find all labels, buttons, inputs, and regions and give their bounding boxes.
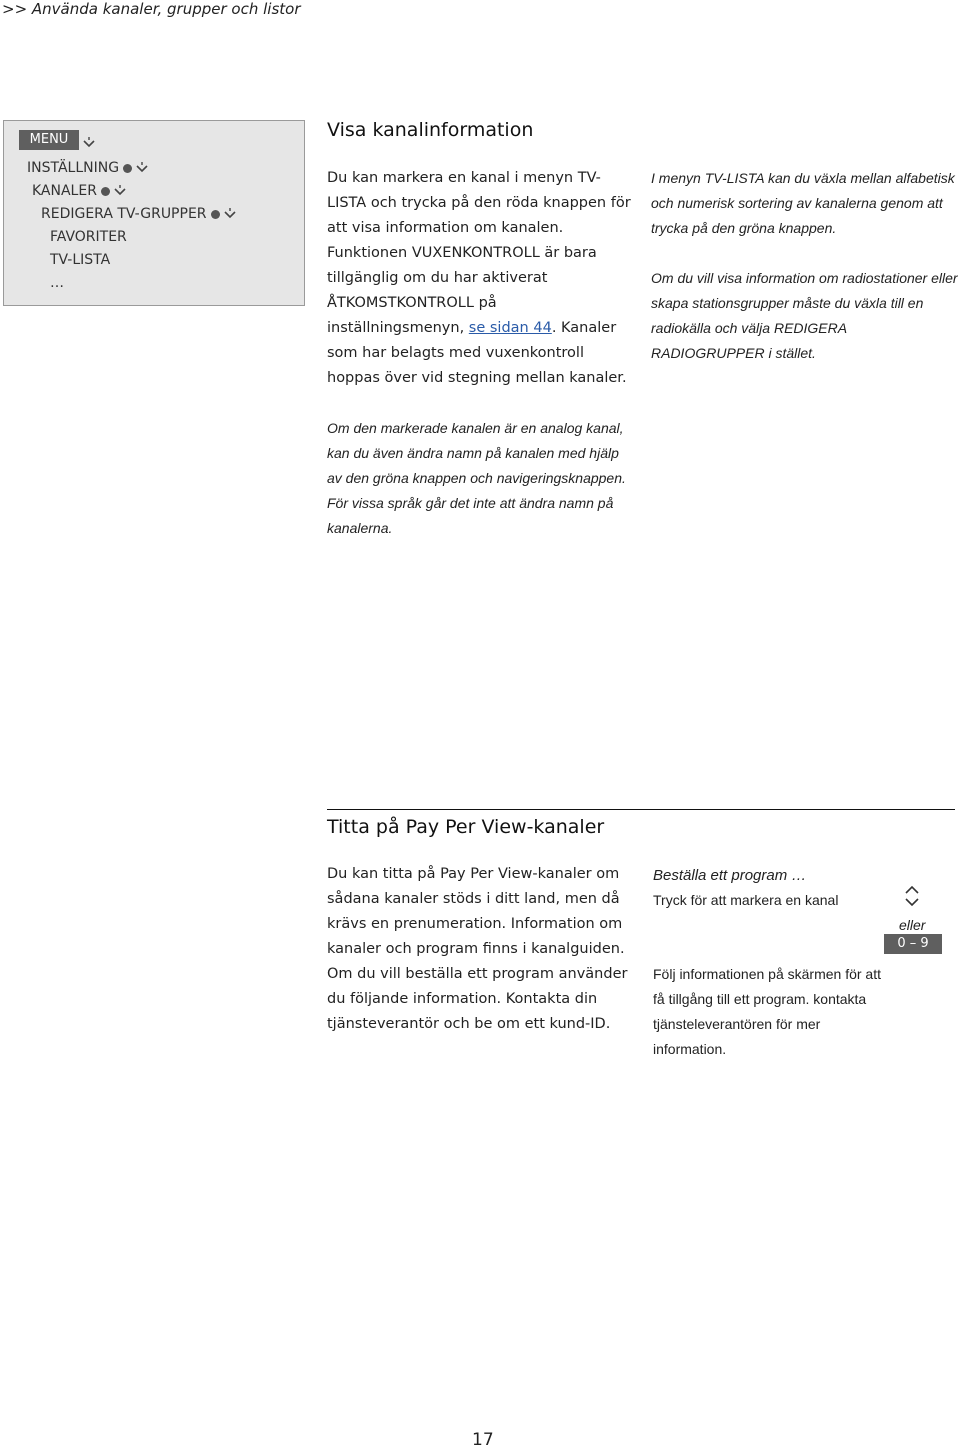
select-dot-icon — [211, 210, 220, 219]
section1-paragraph-2: Om den markerade kanalen är en analog kanal, kan du även ändra namn på kanalen med hjälp av den gröna knappen och navigeringsknappen. För vissa språk går det inte att ändra namn på kanalerna. — [327, 420, 626, 536]
section-title-visa-kanalinformation: Visa kanalinformation — [327, 119, 534, 141]
menu-path-box — [3, 120, 305, 306]
section-divider — [327, 809, 955, 810]
chevron-down-icon — [82, 137, 96, 149]
menu-item-ellipsis: … — [50, 275, 64, 291]
digit-range-button: 0 – 9 — [884, 934, 942, 954]
section1-paragraph: Du kan markera en kanal i menyn TV-LISTA och trycka på den röda knappen för att visa information om kanalen. Funktionen VUXENKONTROLL är bara tillgänglig om du har aktiverat ÅTKOMSTKONTROLL på inställningsmenyn, se sidan 44. Kanaler som har belagts med vuxenkontroll hoppas över vid stegning mellan kanaler. — [327, 170, 631, 386]
menu-item-kanaler — [32, 182, 127, 200]
chevron-down-icon — [113, 185, 127, 197]
menu-button-label: MENU — [19, 130, 79, 150]
step-1-text: Tryck för att markera en kanal — [653, 892, 839, 908]
menu-item-redigera-tv-grupper — [41, 205, 237, 223]
breadcrumb: >> Använda kanaler, grupper och listor — [2, 0, 301, 18]
up-down-arrow-icon — [904, 886, 920, 906]
section-title-pay-per-view: Titta på Pay Per View-kanaler — [327, 816, 605, 838]
page-number: 17 — [472, 1430, 494, 1450]
select-dot-icon — [101, 187, 110, 196]
menu-item-label: INSTÄLLNING — [27, 160, 120, 176]
order-heading: Beställa ett program … — [653, 867, 807, 884]
right-note-1: I menyn TV-LISTA kan du växla mellan alfabetisk och numerisk sortering av kanalerna genom att trycka på den gröna knappen. — [651, 170, 955, 236]
menu-item-tv-lista: TV-LISTA — [50, 252, 111, 268]
menu-item-favoriter: FAVORITER — [50, 229, 127, 245]
chevron-down-icon — [223, 208, 237, 220]
page-link[interactable]: se sidan 44 — [468, 320, 552, 336]
right-note-2: Om du vill visa information om radiostationer eller skapa stationsgrupper måste du växla till en radiokälla och välja REDIGERA RADIOGRUPPER i stället. — [651, 270, 958, 361]
select-dot-icon — [123, 164, 132, 173]
section2-paragraph: Du kan titta på Pay Per View-kanaler om sådana kanaler stöds i ditt land, men då krävs en prenumeration. Information om kanaler och program finns i kanalguiden. Om du vill beställa ett program använder du följande information. Kontakta din tjänsteverantör och be om ett kund-ID. — [327, 866, 628, 1032]
menu-item-label: KANALER — [32, 183, 97, 199]
menu-item-label: REDIGERA TV-GRUPPER — [41, 206, 207, 222]
step-2-text: Följ informationen på skärmen för att få tillgång till ett program. kontakta tjänsteleverantören för mer information. — [653, 966, 881, 1057]
menu-item-installning — [27, 159, 149, 177]
chevron-down-icon — [135, 162, 149, 174]
eller-label: eller — [899, 917, 926, 933]
